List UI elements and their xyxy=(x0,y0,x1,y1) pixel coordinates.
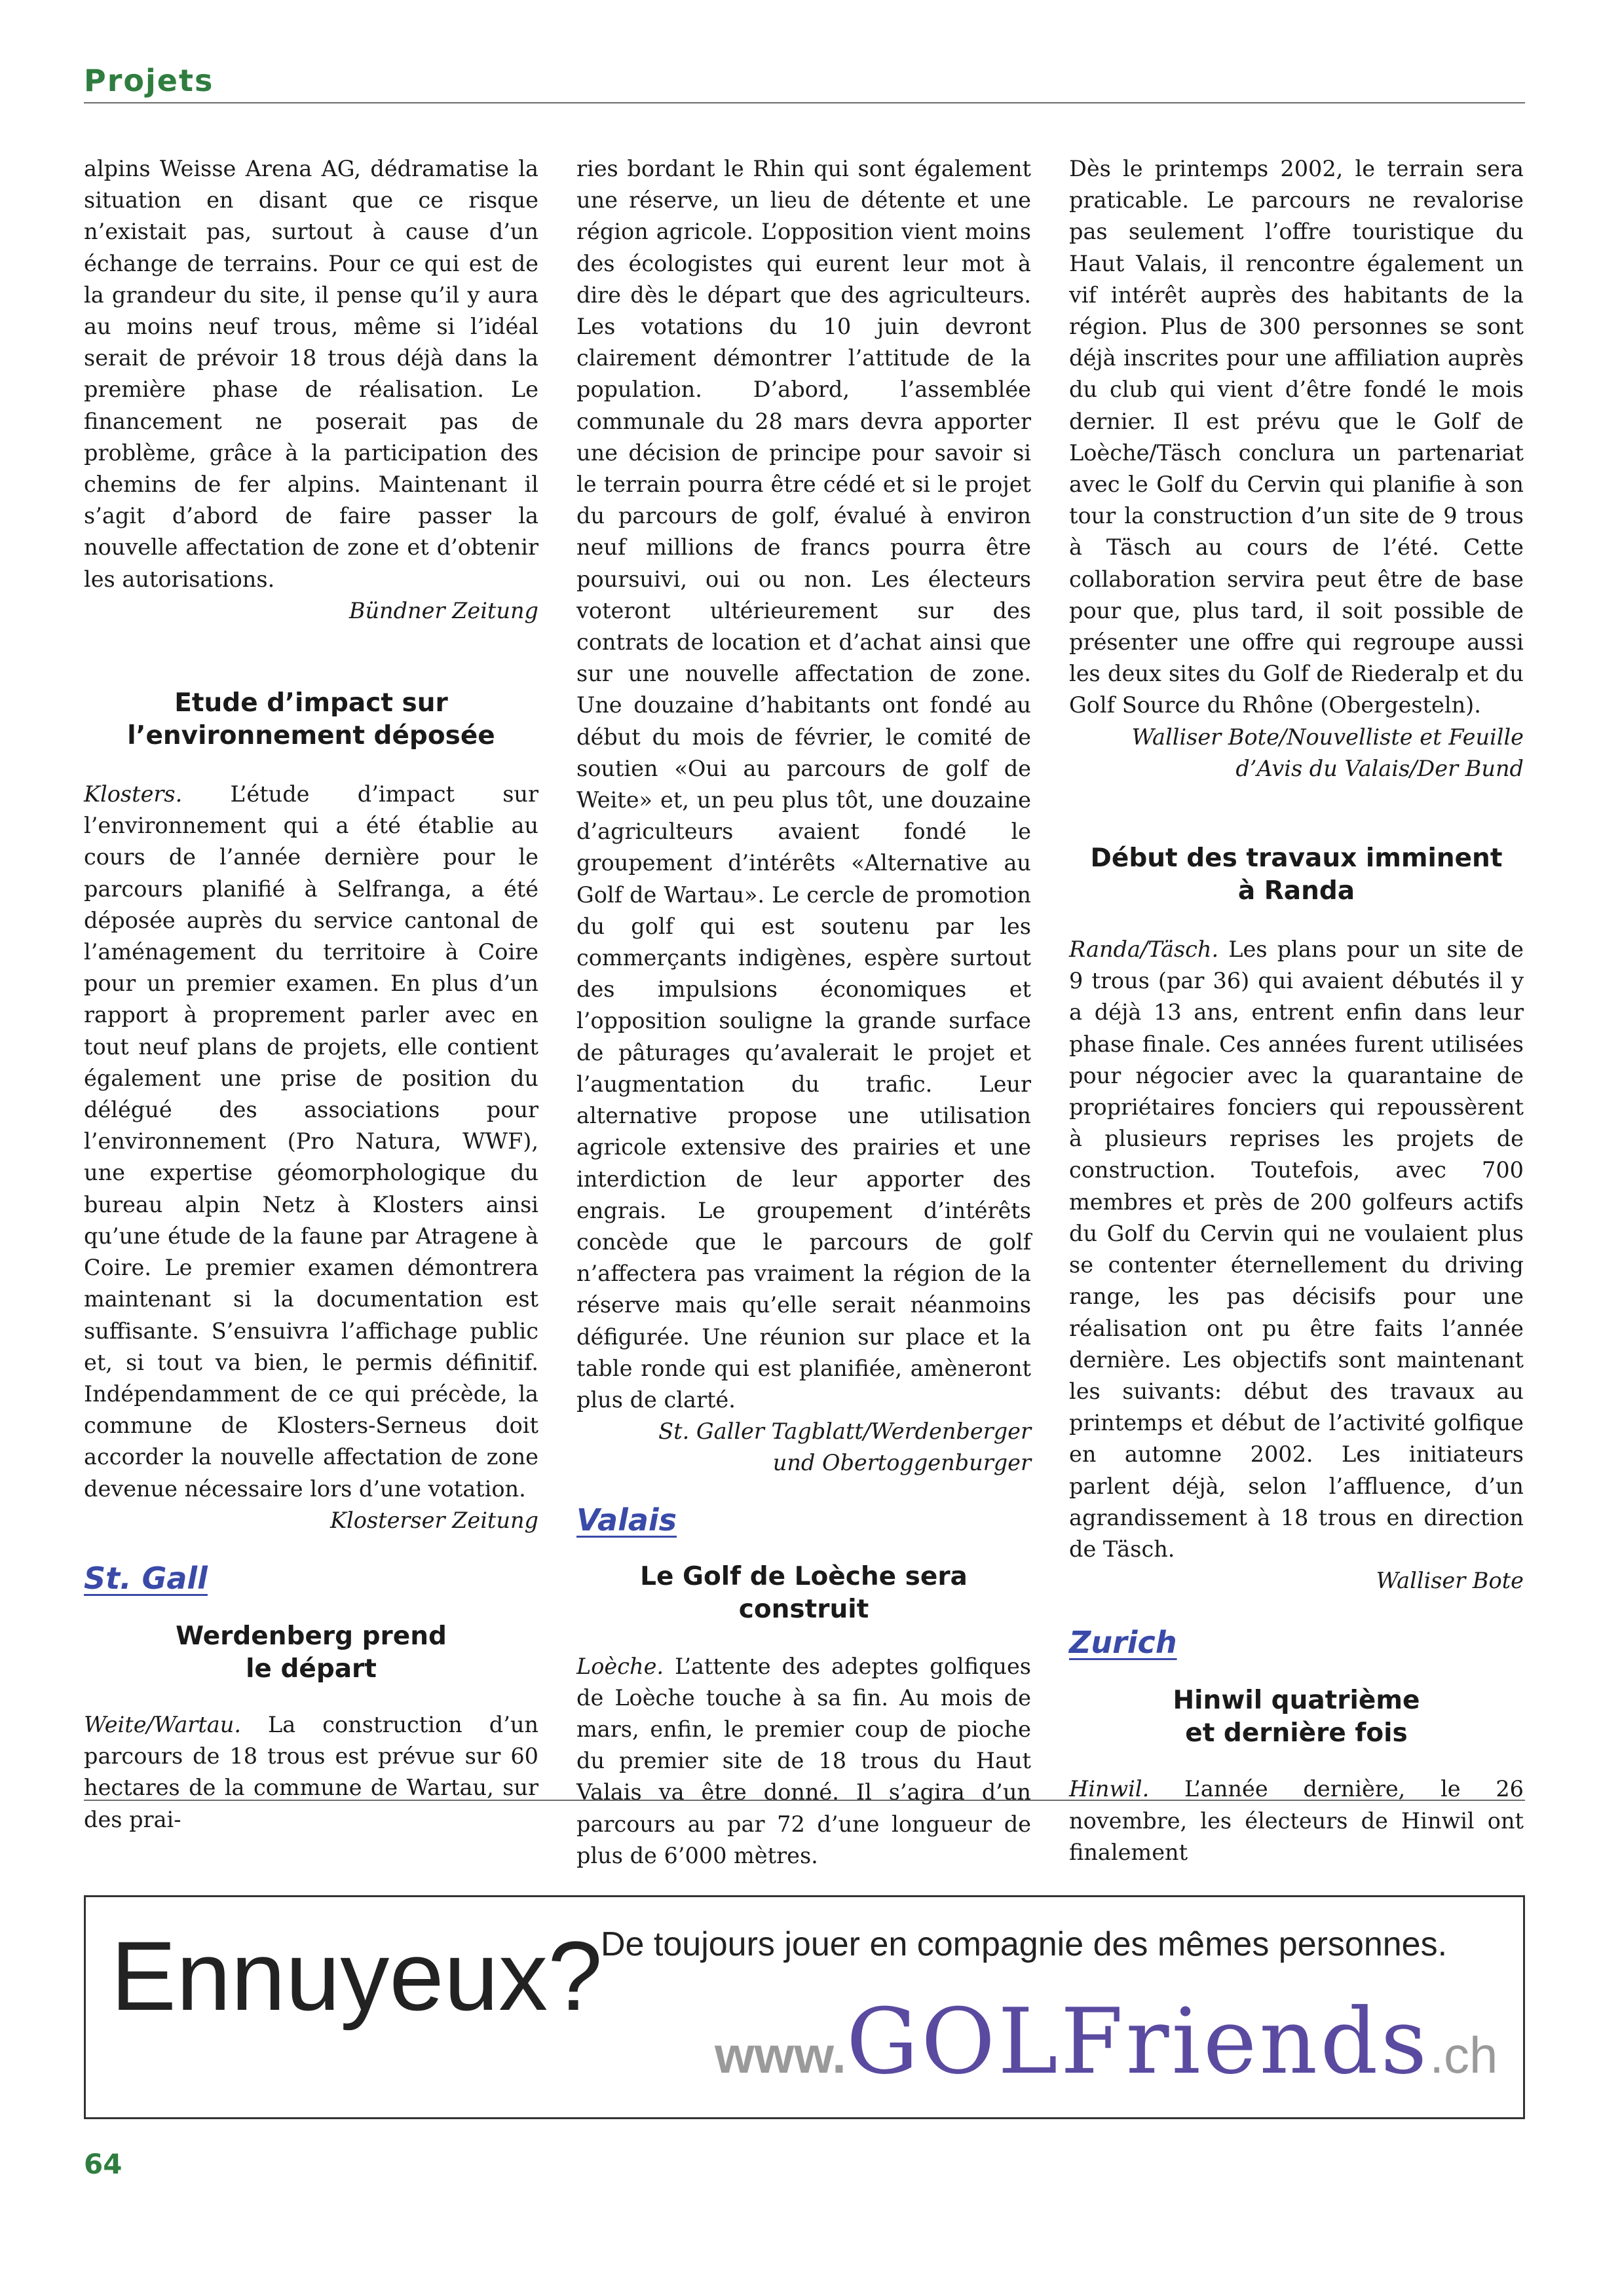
headline-line: Hinwil quatrième xyxy=(1173,1686,1420,1716)
article-paragraph: alpins Weisse Arena AG, dédramatise la situation en disant que ce risque n’existait pas, surtout à cause d’un échange de terrains. Pour ce qui est de la grandeur du site, il pense qu’il y aura au moins neuf trous, même si l’idéal serait de prévoir 18 trous déjà dans la première phase de réalisation. Le financement ne poserait pas de problème, grâce à la participation des chemins de fer alpins. Maintenant il s’agit d’abord de faire passer la nouvelle affectation de zone et d’obtenir les autorisations. xyxy=(84,156,538,592)
headline-line: Début des travaux imminent xyxy=(1090,843,1503,874)
article-headline xyxy=(1069,842,1524,908)
article-paragraph xyxy=(84,1709,538,1836)
article-lead-place: Weite/Wartau. xyxy=(84,1711,241,1737)
article-source: Bündner Zeitung xyxy=(348,597,538,623)
headline-line: et dernière fois xyxy=(1185,1718,1408,1749)
article-column-3 xyxy=(1069,153,1524,1868)
header-divider xyxy=(84,102,1525,103)
article-lead-place: Randa/Täsch. xyxy=(1069,936,1219,963)
section-title: Projets xyxy=(84,63,214,98)
ad-tagline: De toujours jouer en compagnie des mêmes personnes. xyxy=(601,1925,1448,1963)
article-paragraph xyxy=(576,1651,1031,1872)
article-body-text: L’attente des adeptes golfiques de Loèche touche à sa fin. Au mois de mars, enfin, le premier coup de pioche du premier site de 18 trous du Haut Valais va être donné. Il s’agira d’un parcours au par 72 d’une longueur de plus de 6’000 mètres. xyxy=(576,1653,1031,1868)
ad-brand-logo: GOLFriends xyxy=(846,1989,1430,2094)
ad-url-tld: .ch xyxy=(1429,2026,1498,2084)
article-lead-place: Loèche. xyxy=(576,1653,664,1679)
article-source xyxy=(1069,722,1524,785)
article-column-1 xyxy=(84,153,538,1836)
article-headline xyxy=(84,1620,538,1686)
article-body-text: Les plans pour un site de 9 trous (par 36) qui avaient débutés il y a déjà 13 ans, entrent enfin dans leur phase finale. Ces années furent utilisées pour négocier avec la quarantaine de propriétaires fonciers qui repoussèrent à plusieurs reprises les projets de construction. Toutefois, avec 700 membres et près de 200 golfeurs actifs du Golf du Cervin qui ne voulaient plus se contenter éternellement du driving range, les pas décisifs pour une réalisation ont pu être faits l’année dernière. Les objectifs sont maintenant les suivants: début des travaux au printemps et début de l’activité golfique en automne 2002. Les initiateurs parlent déjà, selon l’affluence, d’un agrandissement à 18 trous en direction de Täsch. xyxy=(1069,936,1524,1562)
headline-line: l’environnement déposée xyxy=(127,721,495,751)
ad-url-link[interactable] xyxy=(715,1989,1497,2094)
article-paragraph: Dès le printemps 2002, le terrain sera praticable. Le parcours ne revalorise pas seulement l’offre touristique du Haut Valais, il rencontre également un vif intérêt auprès des habitants de la région. Plus de 300 personnes se sont déjà inscrites pour une affiliation auprès du club qui vient d’être fondé le mois dernier. Il est prévu que le Golf de Loèche/Täsch conclura un partenariat avec le Golf du Cervin qui planifie à son tour la construction d’un site de 9 trous à Täsch au cours de l’été. Cette collaboration servira peut être de base pour que, plus tard, il soit possible de présenter une offre qui regroupe aussi les deux sites du Golf de Riederalp et du Golf Source du Rhône (Obergesteln). xyxy=(1069,156,1524,718)
article-paragraph: ries bordant le Rhin qui sont également une réserve, un lieu de détente et une région agricole. L’opposition vient moins des écologistes qui eurent leur mot à dire dès le départ que des agriculteurs. Les votations du 10 juin devront clairement démontrer l’attitude de la population. D’abord, l’assemblée communale du 28 mars devra apporter une décision de principe pour savoir si le terrain pourra être cédé et si le projet du parcours de golf, évalué à environ neuf millions de francs pourra être poursuivi, oui ou non. Les électeurs voteront ultérieurement sur des contrats de location et d’achat ainsi que sur une nouvelle affectation de zone. Une douzaine d’habitants ont fondé au début du mois de février, le comité de soutien «Oui au parcours de golf de Weite» et, un peu plus tôt, une douzaine d’agriculteurs avaient fondé le groupement d’intérêts «Alternative au Golf de Wartau». Le cercle de promotion du golf qui est soutenu par les commerçants indigènes, espère surtout des impulsions économiques et l’opposition souligne la grande surface de pâturages qu’avalerait le projet et l’augmentation du trafic. Leur alternative propose une utilisation agricole extensive des prairies et une interdiction de leur apporter des engrais. Le groupement d’intérêts concède que le parcours de golf n’affectera pas vraiment la région de la réserve mais qu’elle serait néanmoins défigurée. Une réunion sur place et la table ronde qui est planifiée, amèneront plus de clarté. xyxy=(576,156,1031,1413)
ad-headline: Ennuyeux? xyxy=(111,1921,603,2031)
article-lead-place: Klosters. xyxy=(84,781,183,807)
page-number: 64 xyxy=(84,2148,122,2180)
article-paragraph xyxy=(84,779,538,1505)
article-body-text: L’étude d’impact sur l’environnement qui a été établie au cours de l’année dernière pour le parcours planifié à Selfranga, a été déposée auprès du service cantonal de l’aménagement du territoire à Coire pour un premier examen. En plus d’un rapport à proprement parler avec en tout neuf plans de projets, elle contient également une prise de position du délégué des associations pour l’environnement (Pro Natura, WWF), une expertise géomorphologique du bureau alpin Netz à Klosters ainsi qu’une étude de la faune par Atragene à Coire. Le premier examen démontrera maintenant si la documentation est suffisante. S’ensuivra l’affichage public et, si tout va bien, le permis définitif. Indépendamment de ce qui précède, la commune de Klosters-Serneus doit accorder la nouvelle affectation de zone devenue nécessaire lors d’une votation. xyxy=(84,781,538,1502)
article-headline xyxy=(1069,1684,1524,1750)
region-heading: Zurich xyxy=(1069,1625,1177,1661)
article-headline xyxy=(84,687,538,752)
source-line: und Obertoggenburger xyxy=(772,1450,1031,1476)
article-lead-place: Hinwil. xyxy=(1069,1776,1150,1802)
headline-line: Etude d’impact sur xyxy=(174,688,448,718)
region-heading: Valais xyxy=(576,1502,677,1538)
article-body-text: La construction d’un parcours de 18 trous est prévue sur 60 hectares de la commune de Wartau, sur des prai- xyxy=(84,1711,538,1832)
article-source: Walliser Bote xyxy=(1376,1568,1524,1594)
article-headline: Le Golf de Loèche sera construit xyxy=(640,1561,968,1624)
source-line: d’Avis du Valais/Der Bund xyxy=(1235,755,1524,781)
source-line: St. Galler Tagblatt/Werdenberger xyxy=(658,1418,1031,1445)
golfriends-advertisement[interactable] xyxy=(84,1895,1525,2119)
article-source: Klosterser Zeitung xyxy=(330,1507,538,1533)
headline-line: le départ xyxy=(246,1654,377,1684)
footer-divider xyxy=(84,1800,1525,1801)
ad-url-prefix: www. xyxy=(715,2026,846,2084)
region-heading: St. Gall xyxy=(84,1560,208,1596)
headline-line: Werdenberg prend xyxy=(176,1621,447,1651)
article-paragraph xyxy=(1069,1773,1524,1868)
article-body-text: L’année dernière, le 26 novembre, les électeurs de Hinwil ont finalement xyxy=(1069,1776,1524,1865)
article-paragraph xyxy=(1069,934,1524,1565)
source-line: Walliser Bote/Nouvelliste et Feuille xyxy=(1131,724,1524,750)
headline-line: à Randa xyxy=(1237,876,1355,906)
article-source xyxy=(576,1416,1031,1479)
article-column-2 xyxy=(576,153,1031,1872)
